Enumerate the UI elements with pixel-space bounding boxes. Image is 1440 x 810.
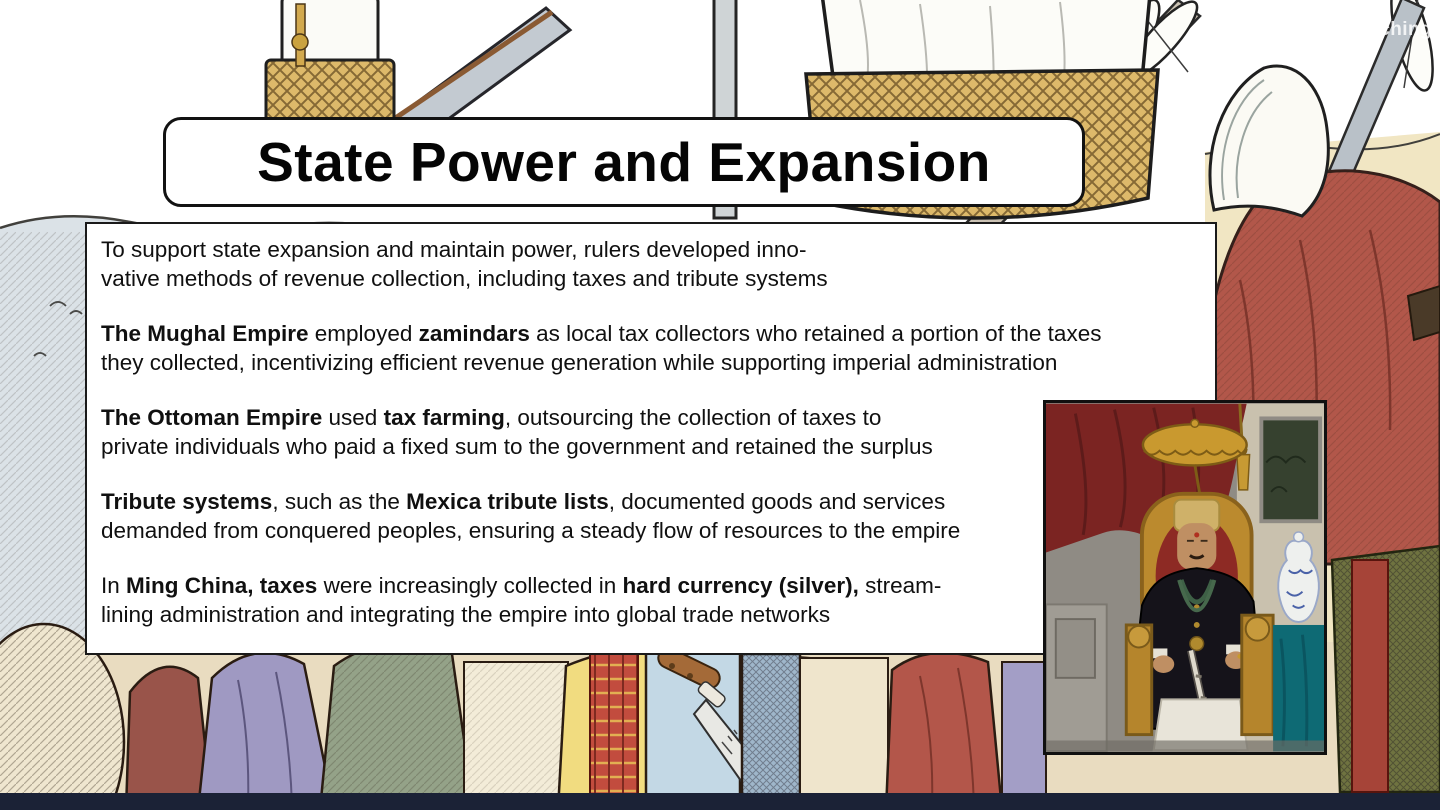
slide-title: State Power and Expansion: [257, 131, 991, 193]
navy-footer-band: [0, 793, 1440, 810]
paragraph-ming: In Ming China, taxes were increasingly collected in hard currency (silver), stream- lining administration and integrating the empire into global trade networks: [101, 573, 942, 627]
ruler-portrait-image: [1043, 400, 1327, 755]
paragraph-mughal: The Mughal Empire employed zamindars as local tax collectors who retained a portion of the taxes they collected, incentivizing efficient revenue generation while supporting imperial administration: [101, 321, 1102, 375]
copyright-watermark: © Heimler AP Teaching: [1216, 19, 1432, 40]
paragraph-ottoman: The Ottoman Empire used tax farming, outsourcing the collection of taxes to private individuals who paid a fixed sum to the government and retained the surplus: [101, 405, 933, 459]
paragraph-tribute: Tribute systems, such as the Mexica tribute lists, documented goods and services demanded from conquered peoples, ensuring a steady flow of resources to the empire: [101, 489, 961, 543]
paragraph-intro: To support state expansion and maintain power, rulers developed inno- vative methods of revenue collection, including taxes and tribute systems: [101, 237, 828, 291]
title-box: [163, 117, 1085, 207]
